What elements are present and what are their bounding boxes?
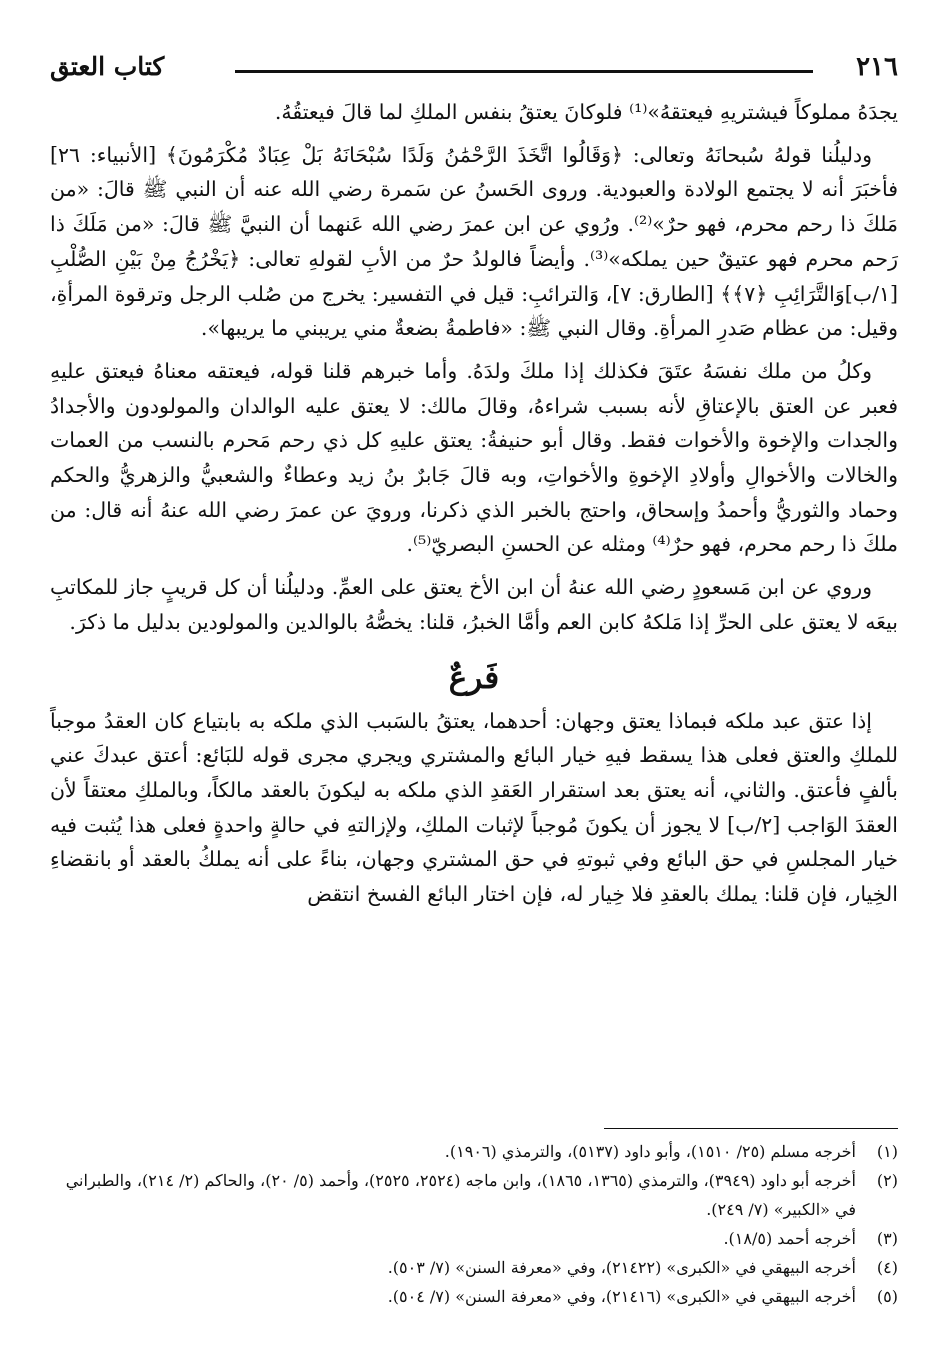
footnote	[50, 1282, 898, 1311]
footnote	[50, 1253, 898, 1282]
page-header	[50, 52, 898, 92]
footnote-text: أخرجه مسلم (٢٥/ ١٥١٠)، وأبو داود (٥١٣٧)، والترمذي (١٩٠٦).	[444, 1142, 856, 1161]
footnote-separator	[604, 1128, 898, 1129]
footnote	[50, 1137, 898, 1166]
footnote-text: أخرجه أحمد (١٨/٥).	[723, 1229, 856, 1248]
paragraph: وروي عن ابن مَسعودٍ رضي الله عنهُ أن ابن الأخ يعتق على العمِّ. ودليلُنا أن كل قريبٍ جاز للمكاتبِ بيعَه لا يعتق على الحرِّ إذا مَلكهُ كابن العم وأمَّا الخبرُ، قلنا: يخصُّهُ بالوالدين والمولودين بدليل ما ذكرَ.	[50, 575, 898, 634]
paragraph: يجدَهُ مملوكاً فيشتريهِ فيعتقهُ»⁽¹⁾ فلوكانَ يعتقُ بنفس الملكِ لما قالَ فيعتقُهُ.	[274, 100, 898, 124]
footnotes	[50, 1128, 898, 1311]
footnote-text: أخرجه البيهقي في «الكبرى» (٢١٤٢٢)، وفي «معرفة السنن» (٧/ ٥٠٣).	[387, 1258, 856, 1277]
footnote-number: (٤)	[876, 1258, 898, 1277]
header-rule	[235, 70, 813, 73]
section-heading: فَرعٌ	[448, 659, 500, 696]
footnote-number: (٢)	[876, 1171, 898, 1190]
footnote	[50, 1166, 898, 1224]
footnote-number: (٥)	[876, 1287, 898, 1306]
footnote-number: (٣)	[876, 1229, 898, 1248]
page-number: ٢١٦	[856, 52, 898, 82]
footnote	[50, 1224, 898, 1253]
running-title: كتاب العتق	[50, 52, 165, 81]
footnote-text: أخرجه أبو داود (٣٩٤٩)، والترمذي (١٣٦٥، ١٨٦٥)، وابن ماجه (٢٥٢٤، ٢٥٢٥)، وأحمد (٥/ ٢٠)، والحاكم (٢/ ٢١٤)، والطبراني في «الكبير» (٧/ ٢٤٩).	[65, 1171, 856, 1219]
main-text	[50, 95, 898, 912]
paragraph: ودليلُنا قولهُ سُبحانَهُ وتعالى: ﴿وَقَالُوا اتَّخَذَ الرَّحْمَٰنُ وَلَدًا سُبْحَانَهُ بَلْ عِبَادٌ مُكْرَمُونَ﴾ [الأنبياء: ٢٦] فأخبَرَ أنه لا يجتمع الولادة والعبودية. وروى الحَسنُ عن سَمرة رضي الله عنه أن النبي ﷺ قالَ: «من مَلكَ ذا رحم محرم، فهو حرٌ»⁽²⁾. ورُوي عن ابن عمرَ رضي الله عَنهما أن النبيَّ ﷺ قالَ: «من مَلَكَ ذا رَحم محرم فهو عتيقٌ حين يملكه»⁽³⁾. وأيضاً فالولدُ حرٌ من الأبِ لقولهِ تعالى: ﴿يَخْرُجُ مِنْ بَيْنِ الصُّلْبِ [١/ب]وَالتَّرَائِبِ ﴿٧﴾﴾ [الطارق: ٧]، وَالترائبِ: قيل في التفسير: يخرج من صُلب الرجل وترقوة المرأةِ، وقيل: من عظام صَدرِ المرأةِ. وقال النبي ﷺ: «فاطمةُ بضعةٌ مني يريبني ما يريبها».	[50, 142, 898, 341]
paragraph: إذا عتق عبد ملكه فبماذا يعتق وجهان: أحدهما، يعتقُ بالسَبب الذي ملكه به بابتياع كان العقدُ موجباً للملكِ والعتق فعلى هذا يسقط فيهِ خيار البائع والمشتري ويجري مجرى قوله للبَائع: أعتق عبدكَ عني بألفٍ فأعتق. والثاني، أنه يعتق بعد استقرار العَقدِ الذي ملكه به ليكونَ بالعقد مالكاً، وبالملكِ معتقاً لأن العقدَ الوَاجب [٢/ب] لا يجوز أن يكونَ مُوجباً لإثبات الملكِ، ولإزالتهِ في حالةٍ واحدةٍ فعلى هذا يُثبت فيه خيار المجلسِ في حق البائع وفي ثبوتهِ في حق المشتري وجهان، بناءً على أنه يملكُ بالعقد أو بانقضاءِ الخِيار، فإن قلنا: يملك بالعقدِ فلا خِيار له، فإن اختار البائع الفسخ انتقض	[50, 708, 898, 907]
footnote-text: أخرجه البيهقي في «الكبرى» (٢١٤١٦)، وفي «معرفة السنن» (٧/ ٥٠٤).	[387, 1287, 856, 1306]
footnote-number: (١)	[876, 1142, 898, 1161]
paragraph: وكلُ من ملك نفسَهُ عتَقَ فكذلك إذا ملكَ ولدَهُ. وأما خبرهم قلنا قوله، فيعتقه معناهُ فيعتق عليهِ فعبر عن العتق بالإعتاقِ لأنه بسبب شراءهُ، وقالَ مالك: لا يعتق عليه الوالدان والمولودون والأجدادُ والجدات والإخوة والأخوات فقط. وقال أبو حنيفةُ: يعتق عليهِ كل ذي رحم مَحرم بالنسب من العمات والخالات والأخوالِ وأولادِ الإخوةِ والأخواتِ، وبه قالَ جَابرٌ بنُ زيد وعطاءٌ والشعبيُّ والزهريُّ والحكم وحماد والثوريُّ وأحمدُ وإسحاق، واحتج بالخبر الذي ذكرنا، ورويَ عن عمرَ رضي الله عنهُ أنه قال: من ملكَ ذا رحم محرم، فهو حرٌ⁽⁴⁾ ومثله عن الحسنِ البصريّ⁽⁵⁾.	[50, 358, 898, 557]
